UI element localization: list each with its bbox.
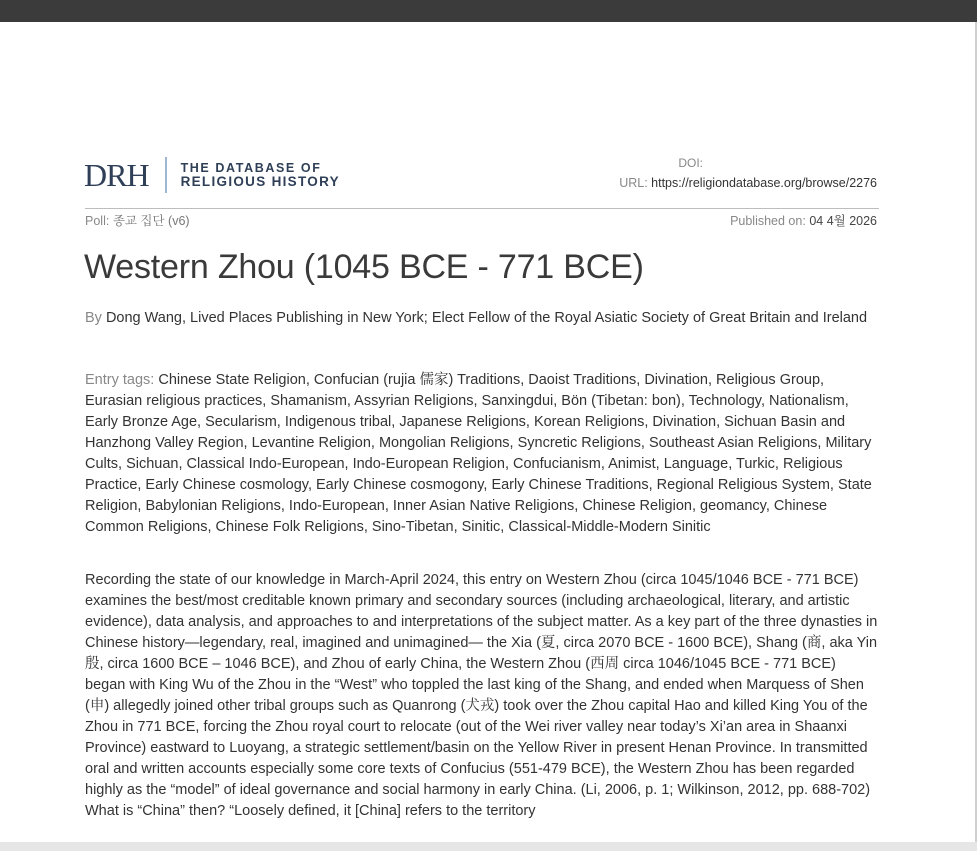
published-date [730,211,877,229]
logo-wordmark [181,161,340,189]
logo-line-1: THE DATABASE OF [180,161,322,175]
page-title: Western Zhou (1045 BCE - 771 BCE) [84,248,644,286]
drh-logo[interactable] [84,156,340,194]
poll-value: 종교 집단 (v6) [112,214,190,228]
tags-label: Entry tags: [85,372,155,388]
header-divider [85,208,879,209]
doi-label: DOI: [678,156,703,170]
horizontal-scrollbar[interactable] [0,842,977,851]
byline [85,308,880,329]
logo-divider [165,157,167,193]
entry-tags [85,370,880,538]
poll-label: Poll: [85,214,110,228]
logo-line-2: RELIGIOUS HISTORY [180,174,340,189]
url-label: URL: [619,176,648,190]
tags-list: Chinese State Religion, Confucian (rujia 儒家) Traditions, Daoist Traditions, Divination, Religious Group, Eurasian religious practices, Shamanism, Assyrian Religions, Sanxingdui, Bön (Tibetan: bon), Technology, Nationalism, Early Bronze Age, Secularism, Indigenous tribal, Japanese Religions, Korean Religions, Divination, Sichuan Basin and Hanzhong Valley Region, Levantine Religion, Mongolian Religions, Syncretic Religions, Southeast Asian Religions, Military Cults, Sichuan, Classical Indo-European, Indo-European Religion, Confucianism, Animist, Language, Turkic, Religious Practice, Early Chinese cosmology, Early Chinese cosmogony, Early Chinese Traditions, Regional Religious System, State Religion, Babylonian Religions, Indo-European, Inner Asian Native Religions, Chinese Religion, geomancy, Chinese Common Religions, Chinese Folk Religions, Sino-Tibetan, Sinitic, Classical-Middle-Modern Sinitic [85,372,872,535]
by-label: By [85,310,102,326]
published-value: 04 4월 2026 [809,214,877,228]
logo-mark: DRH [84,157,149,193]
entry-body: Recording the state of our knowledge in March-April 2024, this entry on Western Zhou (circa 1045/1046 BCE - 771 BCE) examines the best/most creditable known primary and secondary sources (including archaeological, literary, and artistic evidence), data analysis, and approaches to and interpretations of the subject matter. As a key part of the three dynasties in Chinese history—legendary, real, imagined and unimagined— the Xia (夏, circa 2070 BCE - 1600 BCE), Shang (商, aka Yin 殷, circa 1600 BCE – 1046 BCE), and Zhou of early China, the Western Zhou (西周 circa 1046/1045 BCE - 771 BCE) began with King Wu of the Zhou in the “West” who toppled the last king of the Shang, and ended when Marquess of Shen (申) allegedly joined other tribal groups such as Quanrong (犬戎) took over the Zhou capital Hao and killed King You of the Zhou in 771 BCE, forcing the Zhou royal court to relocate (out of the Wei river valley near today’s Xi’an area in Shaanxi Province) eastward to Luoyang, a strategic settlement/basin on the Yellow River in present Henan Province. In transmitted oral and written accounts especially some core texts of Confucius (551-479 BCE), the Western Zhou has been regarded highly as the “model” of ideal governance and social harmony in early China. (Li, 2006, p. 1; Wilkinson, 2012, pp. 688-702) What is “China” then? “Loosely defined, it [China] refers to the territory [85,572,878,819]
entry-url [619,176,877,190]
author-name: Dong Wang, Lived Places Publishing in New York; Elect Fellow of the Royal Asiatic Society of Great Britain and Ireland [105,310,868,326]
browser-top-bar [0,0,977,22]
url-link[interactable]: https://religiondatabase.org/browse/2276 [651,176,877,190]
published-label: Published on: [730,214,806,228]
document-page [0,22,977,842]
poll-info [85,211,190,229]
